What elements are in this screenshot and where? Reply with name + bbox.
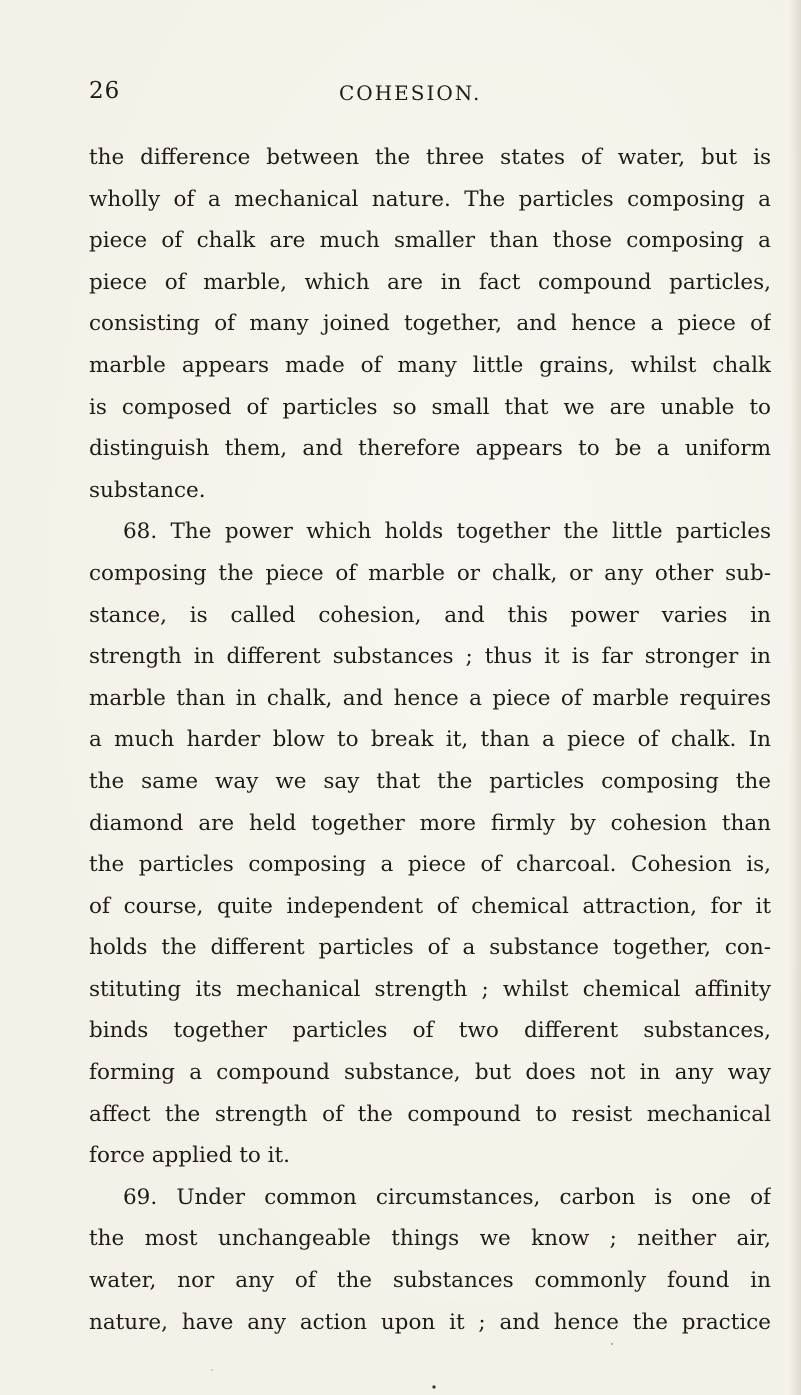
text-line: strength in different substances ; thus it is far stronger in [89,644,771,670]
text-line: water, nor any of the substances commonly found in [89,1268,771,1294]
text-line: affect the strength of the compound to resist mechanical [89,1101,771,1127]
ink-speck [432,1385,435,1388]
text-line: consisting of many joined together, and hence a piece of [89,311,771,337]
text-line: marble than in chalk, and hence a piece of marble requires [89,685,771,711]
text-line: the particles composing a piece of charcoal. Cohesion is, [89,852,771,878]
running-title: COHESION. [339,81,482,105]
text-line: is composed of particles so small that we are unable to [89,394,771,420]
text-line: composing the piece of marble or chalk, or any other sub- [89,560,771,586]
page-header [89,78,773,112]
text-line: wholly of a mechanical nature. The particles composing a [89,186,771,212]
ink-speck [211,1369,213,1371]
text-line: binds together particles of two different substances, [89,1018,771,1044]
text-line: forming a compound substance, but does not in any way [89,1060,771,1086]
text-line: substance. [89,477,206,503]
text-line: stance, is called cohesion, and this power varies in [89,602,771,628]
text-line: a much harder blow to break it, than a piece of chalk. In [89,727,771,753]
paragraph-start-68: 68. The power which holds together the little particles [123,519,771,545]
text-line: piece of marble, which are in fact compound particles, [89,269,771,295]
paragraph-start-69: 69. Under common circumstances, carbon is one of [123,1184,771,1210]
text-line: diamond are held together more firmly by cohesion than [89,810,771,836]
text-line: stituting its mechanical strength ; whilst chemical affinity [89,976,771,1002]
text-line: marble appears made of many little grains, whilst chalk [89,352,771,378]
page-number: 26 [89,78,121,104]
text-line: piece of chalk are much smaller than those composing a [89,228,771,254]
text-line: nature, have any action upon it ; and hence the practice [89,1309,771,1335]
page-edge-shadow [789,0,801,1395]
text-line: the same way we say that the particles composing the [89,768,771,794]
text-line: of course, quite independent of chemical attraction, for it [89,893,771,919]
text-line: distinguish them, and therefore appears to be a uniform [89,436,771,462]
text-line: holds the different particles of a substance together, con- [89,935,771,961]
text-line: the difference between the three states of water, but is [89,145,771,170]
body-text [89,137,771,1343]
text-line: the most unchangeable things we know ; neither air, [89,1226,771,1252]
text-line: force applied to it. [89,1143,290,1169]
